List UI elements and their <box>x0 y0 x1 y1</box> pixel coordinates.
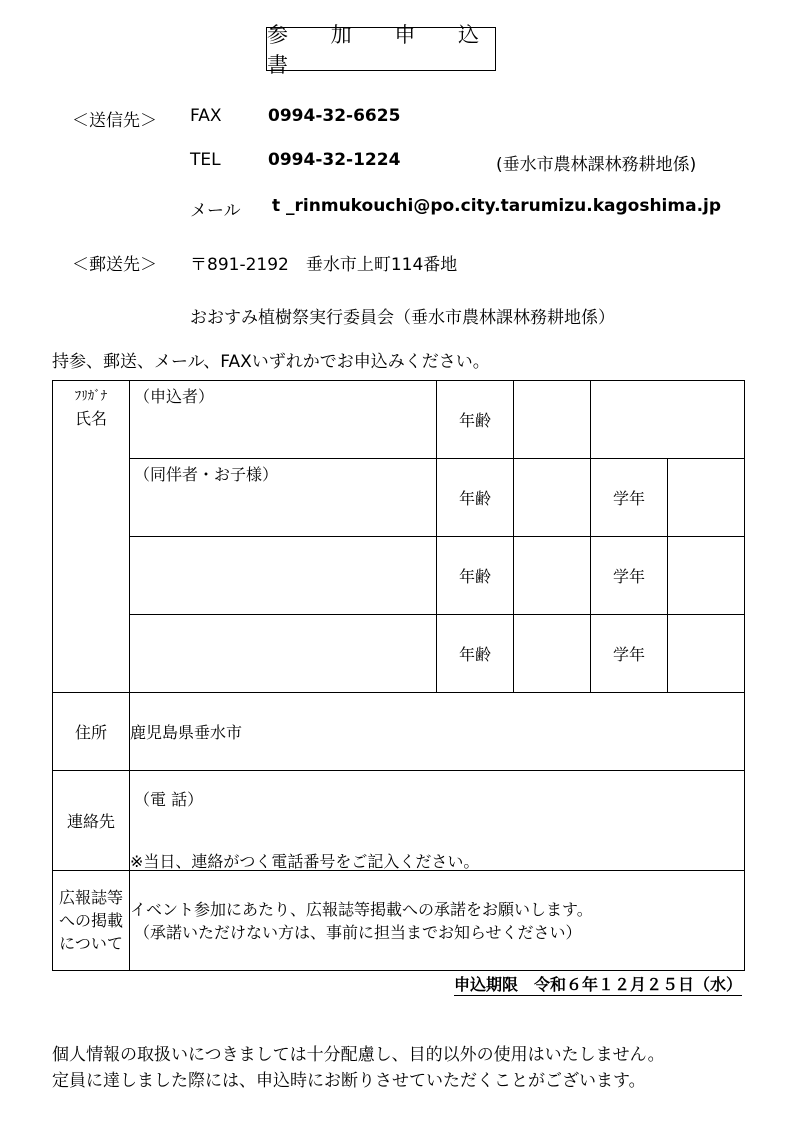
companion-name-field-2[interactable] <box>130 537 437 615</box>
companion-grade-field-1[interactable] <box>668 459 745 537</box>
contact-field[interactable] <box>130 771 745 871</box>
contact-label-cell <box>53 771 130 871</box>
address-prefill: 鹿児島県垂水市 <box>130 723 243 742</box>
phone-label: （電 話） <box>134 790 204 809</box>
application-form-table <box>52 380 745 971</box>
grade-label: 学年 <box>612 645 645 664</box>
publicity-text-line1: イベント参加にあたり、広報誌等掲載への承諾をお願いします。 <box>130 899 593 919</box>
page-title-text: 参 加 申 込 書 <box>267 23 498 77</box>
mail-address: t _rinmukouchi@po.city.tarumizu.kagoshima.jp <box>272 196 722 216</box>
contact-label: 連絡先 <box>66 812 115 831</box>
table-row <box>53 871 745 971</box>
publicity-consent-cell <box>130 871 745 971</box>
page-title <box>266 23 498 77</box>
table-row <box>53 771 745 871</box>
address-field[interactable] <box>130 693 745 771</box>
address-label-cell <box>53 693 130 771</box>
companion-name-field-3[interactable] <box>130 615 437 693</box>
grade-label-cell <box>591 459 668 537</box>
table-row <box>53 537 745 615</box>
mail-to-label: ＜郵送先＞ <box>72 255 157 275</box>
applicant-label: （申込者） <box>134 387 215 406</box>
companion-name-field-1[interactable] <box>130 459 437 537</box>
instruction-text: 持参、郵送、メール、FAXいずれかでお申込みください。 <box>52 352 490 372</box>
companion-grade-field-2[interactable] <box>668 537 745 615</box>
publicity-label-line1: 広報誌等 <box>58 888 123 907</box>
tel-label: TEL <box>190 150 221 170</box>
tel-number: 0994-32-1224 <box>268 150 401 170</box>
publicity-label-line3: について <box>59 934 123 953</box>
grade-label-cell <box>591 615 668 693</box>
mail-label: メール <box>190 201 241 221</box>
age-label-cell <box>437 615 514 693</box>
companion-age-field-3[interactable] <box>514 615 591 693</box>
grade-label: 学年 <box>612 489 645 508</box>
age-label: 年齢 <box>458 489 491 508</box>
companion-age-field-2[interactable] <box>514 537 591 615</box>
fax-number: 0994-32-6625 <box>268 106 401 126</box>
publicity-text-line2: （承諾いただけない方は、事前に担当までお知らせください） <box>134 922 582 942</box>
table-row <box>53 615 745 693</box>
name-label-cell <box>53 381 130 693</box>
age-label: 年齢 <box>458 411 491 430</box>
publicity-label-cell <box>53 871 130 971</box>
age-label: 年齢 <box>458 645 491 664</box>
age-label: 年齢 <box>458 567 491 586</box>
companion-age-field-1[interactable] <box>514 459 591 537</box>
address-label: 住所 <box>74 723 107 742</box>
organization-name: おおすみ植樹祭実行委員会（垂水市農林課林務耕地係） <box>190 308 615 328</box>
tel-note: (垂水市農林課林務耕地係) <box>496 155 697 175</box>
deadline-text: 申込期限 令和６年１２月２５日（水） <box>453 975 742 994</box>
footer-line2: 定員に達しました際には、申込時にお断りさせていただくことがございます。 <box>52 1071 646 1091</box>
fax-label: FAX <box>190 106 222 126</box>
send-to-label: ＜送信先＞ <box>72 111 157 131</box>
postal-address: 〒891-2192 垂水市上町114番地 <box>190 255 458 275</box>
companion-label: （同伴者・お子様） <box>134 465 279 484</box>
footer-line1: 個人情報の取扱いにつきましては十分配慮し、目的以外の使用はいたしません。 <box>52 1045 665 1065</box>
grade-label: 学年 <box>612 567 645 586</box>
companion-grade-field-3[interactable] <box>668 615 745 693</box>
age-label-cell <box>437 459 514 537</box>
grade-label-cell <box>591 537 668 615</box>
age-label-cell <box>437 537 514 615</box>
table-row <box>53 459 745 537</box>
name-label: 氏名 <box>74 409 107 428</box>
applicant-blank-cell <box>591 381 745 459</box>
age-label-cell <box>437 381 514 459</box>
phone-note: ※当日、連絡がつく電話番号をご記入ください。 <box>130 852 480 871</box>
furigana-label: ﾌﾘｶﾞﾅ <box>74 389 108 404</box>
applicant-name-field[interactable] <box>130 381 437 459</box>
applicant-age-field[interactable] <box>514 381 591 459</box>
table-row <box>53 693 745 771</box>
table-row <box>53 381 745 459</box>
publicity-label-line2: への掲載 <box>58 911 123 930</box>
